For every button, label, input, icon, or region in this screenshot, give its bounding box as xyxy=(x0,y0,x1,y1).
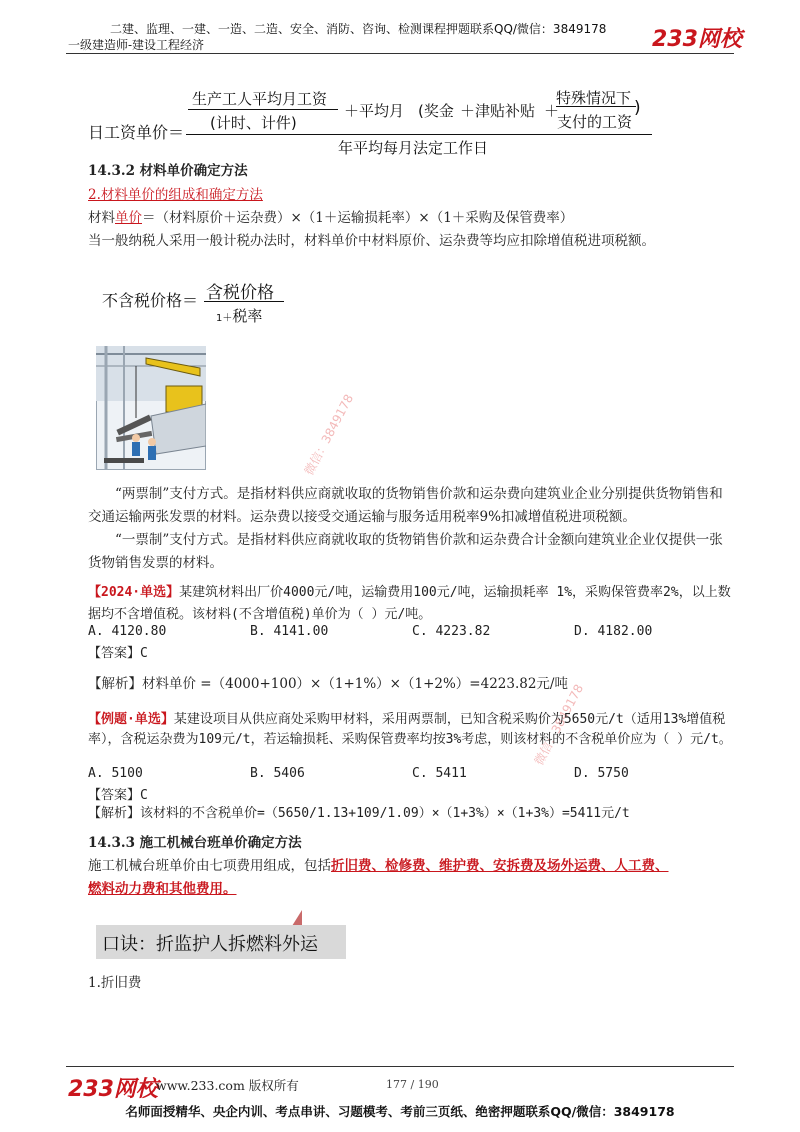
formula2-numerator: 含税价格 xyxy=(206,283,274,303)
q2-option-d: D. 5750 xyxy=(574,766,629,781)
material-price-keyword: 单价 xyxy=(115,210,142,226)
footer-divider xyxy=(66,1066,734,1067)
formula2-denominator-prefix: 1＋ xyxy=(216,313,233,324)
formula1-bonus: (奖金 xyxy=(418,102,454,120)
formula1-plus-avg: ＋平均月 xyxy=(344,102,405,120)
formula1-lhs: 日工资单价＝ xyxy=(88,123,185,142)
q1-stem xyxy=(88,582,734,626)
machine-cost-items-line1: 折旧费、检修费、维护费、安拆费及场外运费、人工费、 xyxy=(331,858,669,874)
q2-option-a: A. 5100 xyxy=(88,766,143,781)
formula1-plus-special: ＋ xyxy=(544,102,560,120)
mnemonic-text: 口诀：折监护人拆燃料外运 xyxy=(102,934,318,955)
section-1433-heading: 14.3.3 施工机械台班单价确定方法 xyxy=(88,835,302,851)
page-number: 177 / 190 xyxy=(386,1078,439,1091)
material-price-prefix: 材料 xyxy=(88,210,115,226)
q1-option-c: C. 4223.82 xyxy=(412,624,491,639)
q2-stem xyxy=(88,710,734,750)
formula1-num-a-line xyxy=(188,109,338,110)
footer-site: www.233.com 版权所有 xyxy=(156,1078,299,1093)
machine-cost-intro xyxy=(88,855,734,878)
formula1-num-b-bottom: 支付的工资 xyxy=(557,113,633,131)
q1-option-d: D. 4182.00 xyxy=(574,624,653,639)
formula1-num-a-bottom: (计时、计件) xyxy=(210,114,297,132)
crane-illustration xyxy=(96,346,206,470)
q2-tag: 【例题·单选】 xyxy=(88,712,174,727)
q1-answer: 【答案】C xyxy=(88,646,148,661)
footer-logo: 233网校 xyxy=(68,1077,158,1102)
q1-stem-text: 某建筑材料出厂价4000元/吨，运输费用100元/吨，运输损耗率 1%，采购保管费率2%，以上数据均不含增值税。该材料(不含增值税)单价为（ ）元/吨。 xyxy=(88,585,731,622)
formula-daily-wage xyxy=(0,0,800,170)
formula1-num-b-line xyxy=(556,106,636,107)
formula2-denominator-text: 税率 xyxy=(232,307,263,325)
two-ticket-paragraph: “两票制”支付方式。是指材料供应商就收取的货物销售价款和运杂费向建筑业企业分别提供货物销售和交通运输两张发票的材料。运杂费以接受交通运输与服务适用税率9%扣减增值税进项税额。 xyxy=(88,486,723,525)
formula2-fraction-line xyxy=(204,301,284,302)
vat-note: 当一般纳税人采用一般计税办法时，材料单价中材料原价、运杂费等均应扣除增值税进项税额。 xyxy=(88,233,655,249)
formula1-denominator: 年平均每月法定工作日 xyxy=(338,139,489,157)
material-price-formula xyxy=(88,207,573,230)
formula1-num-a-top: 生产工人平均月工资 xyxy=(192,90,328,108)
watermark-2: 微信：3849178 xyxy=(531,681,587,768)
q1-tag: 【2024·单选】 xyxy=(88,585,180,600)
formula1-num-b-top: 特殊情况下 xyxy=(556,89,632,107)
formula1-paren-close: ) xyxy=(634,98,641,118)
item-depreciation: 1.折旧费 xyxy=(88,975,142,991)
machine-cost-intro-text: 施工机械台班单价由七项费用组成，包括 xyxy=(88,858,331,874)
q1-option-a: A. 4120.80 xyxy=(88,624,167,639)
section-1432-subheading: 2.材料单价的组成和确定方法 xyxy=(88,187,263,203)
q1-explanation: 【解析】材料单价 =（4000+100）×（1+1%）×（1+2%）=4223.82元/吨 xyxy=(88,676,568,692)
mnemonic-accent xyxy=(292,910,302,926)
header-courses-line: 二建、监理、一建、一造、二造、安全、消防、咨询、检测课程押题联系QQ/微信：3849178 xyxy=(110,22,607,36)
material-price-rest: ＝（材料原价＋运杂费）×（1＋运输损耗率）×（1＋采购及保管费率） xyxy=(142,210,574,226)
q1-option-b: B. 4141.00 xyxy=(250,624,329,639)
header-logo: 233网校 xyxy=(652,27,742,52)
formula2-denominator xyxy=(216,305,262,326)
one-ticket-paragraph: “一票制”支付方式。是指材料供应商就收取的货物销售价款和运杂费合计金额向建筑业企业仅提供一张货物销售发票的材料。 xyxy=(88,532,723,571)
section-1432-heading: 14.3.2 材料单价确定方法 xyxy=(88,163,248,179)
header-subject: 一级建造师-建设工程经济 xyxy=(68,38,205,52)
formula2-lhs: 不含税价格＝ xyxy=(102,291,199,310)
q2-option-c: C. 5411 xyxy=(412,766,467,781)
footer-slogan: 名师面授精华、央企内训、考点串讲、习题模考、考前三页纸、绝密押题联系QQ/微信：3849178 xyxy=(125,1104,675,1119)
machine-cost-items-line2: 燃料动力费和其他费用。 xyxy=(88,881,237,897)
formula1-main-fraction-line xyxy=(186,134,652,135)
formula1-allowance: ＋津贴补贴 xyxy=(460,102,536,120)
mnemonic-box xyxy=(96,925,346,959)
q2-stem-text: 某建设项目从供应商处采购甲材料，采用两票制，已知含税采购价为5650元/t（适用13%增值税率），含税运杂费为109元/t，若运输损耗、采购保管费率均按3%考虑，则该材料的不含税单价应为（ ）元/t。 xyxy=(88,712,732,747)
watermark-1: 微信：3849178 xyxy=(301,391,357,478)
q2-answer: 【答案】C xyxy=(88,788,148,803)
q2-option-b: B. 5406 xyxy=(250,766,305,781)
q2-explanation: 【解析】该材料的不含税单价=（5650/1.13+109/1.09）×（1+3%）×（1+3%）=5411元/t xyxy=(88,806,630,821)
